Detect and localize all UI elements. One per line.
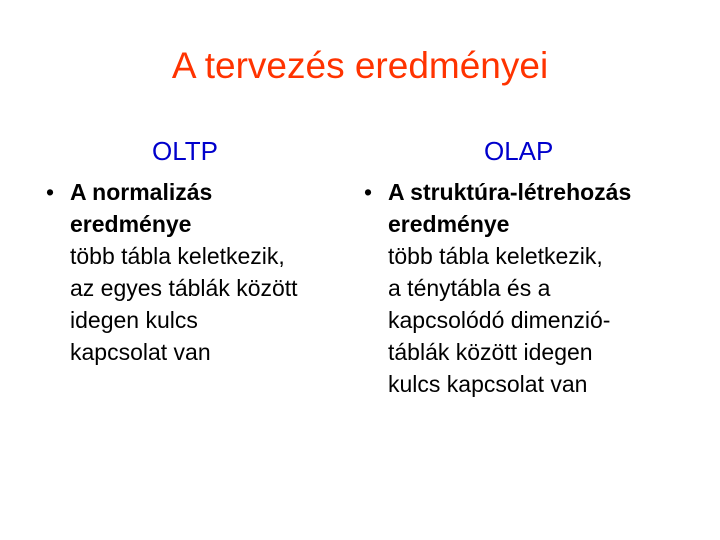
oltp-text-line: az egyes táblák között	[70, 275, 298, 301]
olap-text-line: több tábla keletkezik,	[388, 243, 603, 269]
oltp-text-line: idegen kulcs	[70, 307, 198, 333]
bullet-icon: •	[46, 179, 55, 205]
olap-text-line: a ténytábla és a	[388, 275, 551, 301]
slide-title: A tervezés eredményei	[171, 45, 549, 86]
oltp-bullet	[46, 176, 298, 368]
oltp-heading: OLTP	[152, 136, 218, 166]
bullet-icon: •	[364, 179, 373, 205]
olap-bullet	[364, 176, 631, 400]
olap-bold-line: eredménye	[388, 211, 510, 237]
olap-heading: OLAP	[484, 136, 554, 166]
olap-text-line: táblák között idegen	[388, 339, 593, 365]
olap-bullet-text	[388, 176, 631, 400]
oltp-bold-line: A normalizás	[70, 179, 213, 205]
oltp-text-line: több tábla keletkezik,	[70, 243, 285, 269]
oltp-bold-line: eredménye	[70, 211, 192, 237]
olap-text-line: kapcsolódó dimenzió-	[388, 307, 611, 333]
oltp-bullet-text	[70, 176, 298, 368]
olap-text-line: kulcs kapcsolat van	[388, 371, 588, 397]
olap-bold-line: A struktúra-létrehozás	[388, 179, 632, 205]
oltp-text-line: kapcsolat van	[70, 339, 211, 365]
